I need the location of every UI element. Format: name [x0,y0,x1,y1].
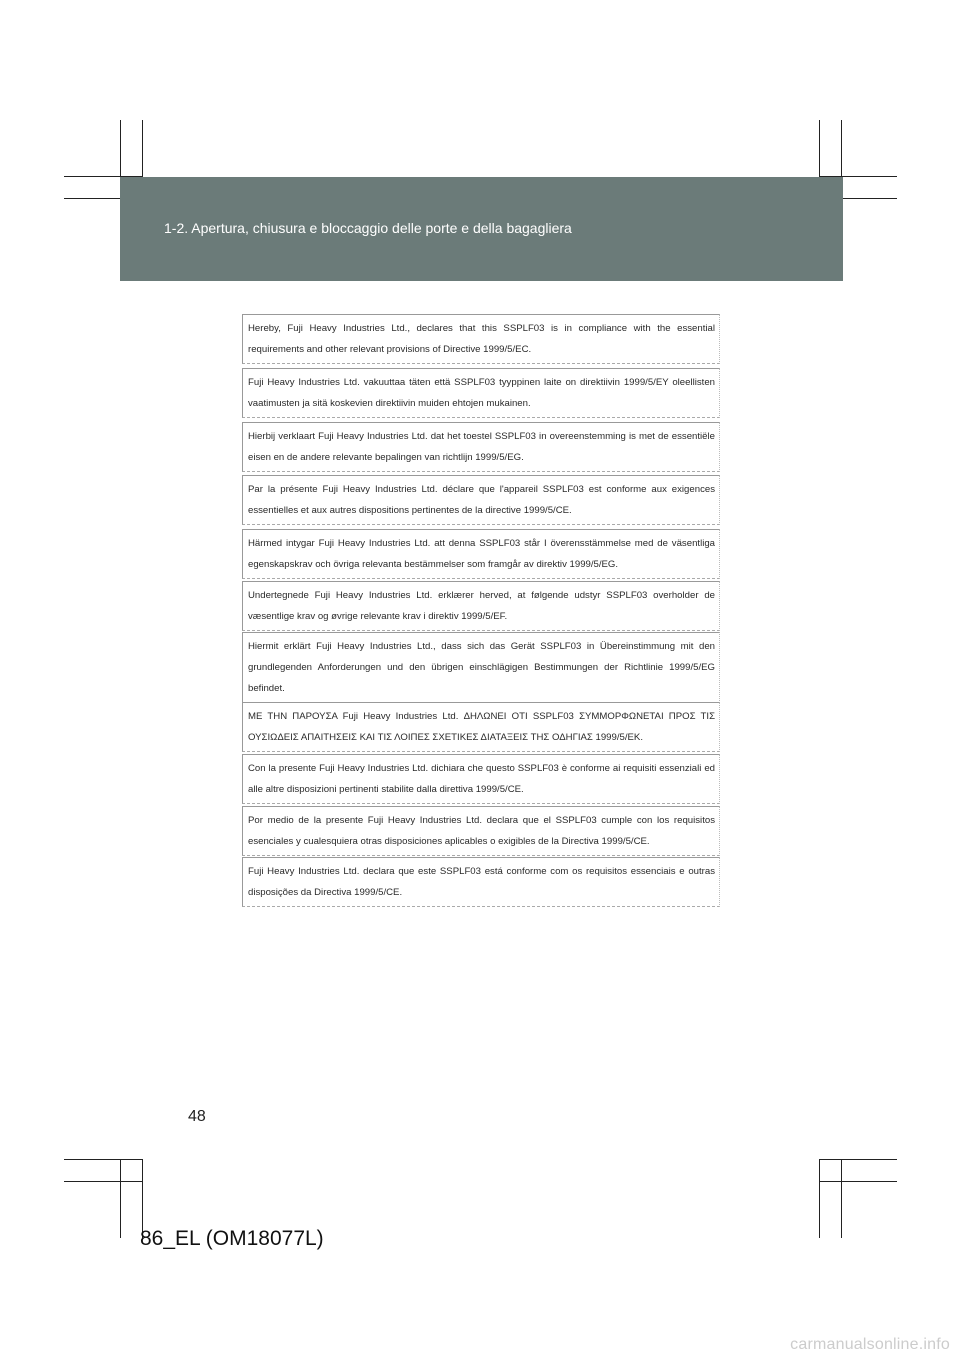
declaration-da: Undertegnede Fuji Heavy Industries Ltd. erklærer herved, at følgende udstyr SSPLF03 overholder de væsentlige krav og øvrige relevante krav i direktiv 1999/5/EF. [242,581,720,631]
crop-mark [819,1159,897,1160]
declaration-en: Hereby, Fuji Heavy Industries Ltd., declares that this SSPLF03 is in compliance with the essential requirements and other relevant provisions of Directive 1999/5/EC. [242,314,720,364]
crop-mark [120,1159,121,1238]
declaration-es: Por medio de la presente Fuji Heavy Industries Ltd. declara que el SSPLF03 cumple con los requisitos esenciales y cualesquiera otras disposiciones aplicables o exigibles de la Directiva 1999/5/CE. [242,806,720,856]
section-title: 1-2. Apertura, chiusura e bloccaggio delle porte e della bagagliera [164,220,572,236]
document-code: 86_EL (OM18077L) [140,1227,324,1250]
crop-mark [841,1159,842,1238]
section-header-band [120,177,843,281]
crop-mark [819,1159,820,1238]
page-number: 48 [188,1108,206,1125]
declaration-nl: Hierbij verklaart Fuji Heavy Industries Ltd. dat het toestel SSPLF03 in overeenstemming is met de essentiële eisen en de andere relevante bepalingen van richtlijn 1999/5/EG. [242,422,720,472]
declaration-fi: Fuji Heavy Industries Ltd. vakuuttaa täten että SSPLF03 tyyppinen laite on direktiivin 1999/5/EY oleellisten vaatimusten ja sitä koskevien direktiivin muiden ehtojen mukainen. [242,368,720,418]
declaration-pt: Fuji Heavy Industries Ltd. declara que este SSPLF03 está conforme com os requisitos essenciais e outras disposições da Directiva 1999/5/CE. [242,857,720,907]
declaration-de: Hiermit erklärt Fuji Heavy Industries Ltd., dass sich das Gerät SSPLF03 in Übereinstimmung mit den grundlegenden Anforderungen und den übrigen einschlägigen Bestimmungen der Richtlinie 1999/5/EG befindet. [242,632,720,703]
declaration-fr: Par la présente Fuji Heavy Industries Ltd. déclare que l'appareil SSPLF03 est conforme aux exigences essentielles et aux autres dispositions pertinentes de la directive 1999/5/CE. [242,475,720,525]
crop-mark [64,1159,143,1160]
crop-mark [64,1181,143,1182]
declaration-sv: Härmed intygar Fuji Heavy Industries Ltd. att denna SSPLF03 står I överensstämmelse med de väsentliga egenskapskrav och övriga relevanta bestämmelser som framgår av direktiv 1999/5/EG. [242,529,720,579]
crop-mark [819,1181,897,1182]
declaration-it: Con la presente Fuji Heavy Industries Ltd. dichiara che questo SSPLF03 è conforme ai requisiti essenziali ed alle altre disposizioni pertinenti stabilite dalla direttiva 1999/5/CE. [242,754,720,804]
watermark: carmanualsonline.info [790,1336,950,1353]
declaration-el: ΜΕ ΤΗΝ ΠΑΡΟΥΣΑ Fuji Heavy Industries Ltd. ΔΗΛΩΝΕΙ ΟΤΙ SSPLF03 ΣΥΜΜΟΡΦΩΝΕΤΑΙ ΠΡΟΣ ΤΙΣ ΟΥΣΙΩΔΕΙΣ ΑΠΑΙΤΗΣΕΙΣ ΚΑΙ ΤΙΣ ΛΟΙΠΕΣ ΣΧΕΤΙΚΕΣ ΔΙΑΤΑΞΕΙΣ ΤΗΣ ΟΔΗΓΙΑΣ 1999/5/ΕΚ. [242,702,720,752]
